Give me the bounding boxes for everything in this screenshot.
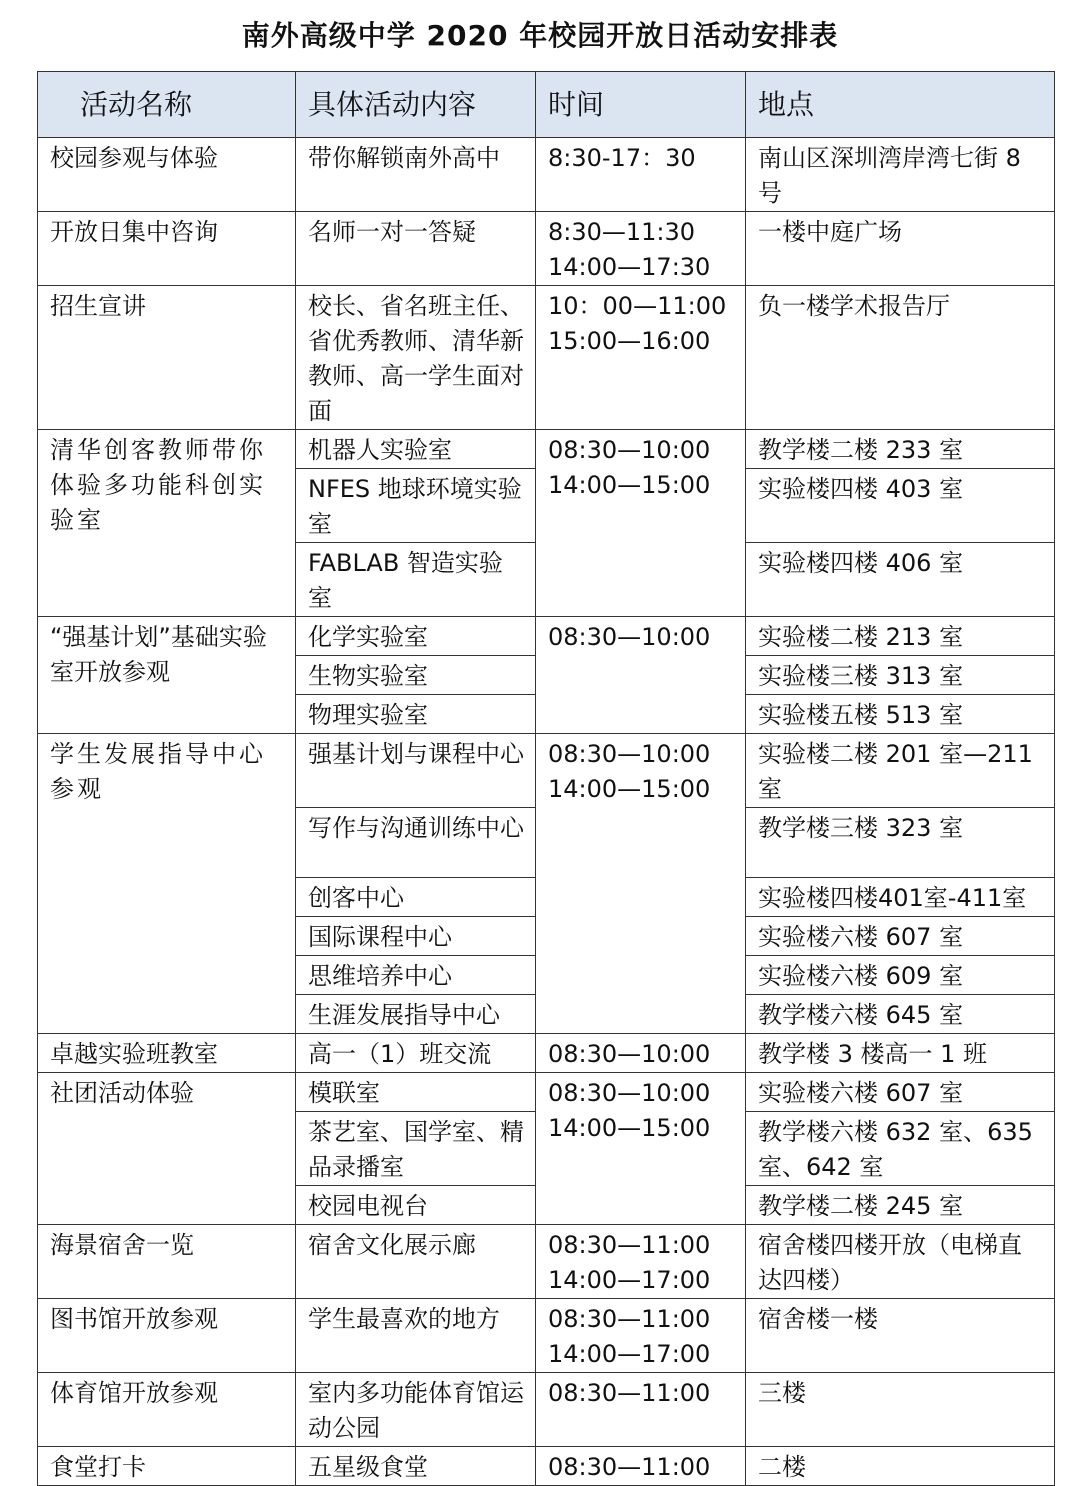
activity-location: 三楼	[746, 1373, 1055, 1447]
activity-name: 图书馆开放参观	[38, 1299, 296, 1373]
activity-content: 校长、省名班主任、省优秀教师、清华新教师、高一学生面对面	[296, 286, 536, 430]
activity-name: 海景宿舍一览	[38, 1225, 296, 1299]
activity-content: 茶艺室、国学室、精品录播室	[296, 1112, 536, 1186]
activity-content: 带你解锁南外高中	[296, 138, 536, 212]
activity-content: 机器人实验室	[296, 430, 536, 469]
table-row	[38, 1299, 1055, 1373]
activity-time	[536, 1034, 746, 1073]
time-line: 10：00—11:00	[548, 292, 727, 320]
activity-content: 创客中心	[296, 878, 536, 917]
activity-content: 高一（1）班交流	[296, 1034, 536, 1073]
activity-time	[536, 1073, 746, 1225]
activity-time	[536, 286, 746, 430]
activity-location: 实验楼六楼 609 室	[746, 956, 1055, 995]
activity-content: 生涯发展指导中心	[296, 995, 536, 1034]
time-line: 8:30-17：30	[548, 144, 696, 172]
activity-name: 食堂打卡	[38, 1447, 296, 1486]
time-line: 14:00—15:00	[548, 1114, 711, 1142]
activity-time	[536, 1225, 746, 1299]
activity-time	[536, 617, 746, 734]
table-row	[38, 212, 1055, 286]
activity-location: 实验楼六楼 607 室	[746, 1073, 1055, 1112]
table-row	[38, 1073, 1055, 1112]
header-activity-content: 具体活动内容	[296, 72, 536, 138]
table-row	[38, 1447, 1055, 1486]
time-line: 15:00—16:00	[548, 327, 711, 355]
time-line: 14:00—17:00	[548, 1340, 711, 1368]
time-line: 14:00—15:00	[548, 471, 711, 499]
activity-time	[536, 734, 746, 1034]
time-line: 08:30—10:00	[548, 740, 711, 768]
activity-content: 名师一对一答疑	[296, 212, 536, 286]
activity-name: 清华创客教师带你体验多功能科创实验室	[38, 430, 296, 617]
header-time: 时间	[536, 72, 746, 138]
table-row	[38, 138, 1055, 212]
table-row	[38, 1034, 1055, 1073]
activity-content: NFES 地球环境实验室	[296, 469, 536, 543]
activity-time	[536, 138, 746, 212]
table-header	[38, 72, 1055, 138]
activity-location: 一楼中庭广场	[746, 212, 1055, 286]
activity-time	[536, 212, 746, 286]
table-row	[38, 1225, 1055, 1299]
activity-location: 教学楼二楼 245 室	[746, 1186, 1055, 1225]
activity-location: 负一楼学术报告厅	[746, 286, 1055, 430]
activity-name: 卓越实验班教室	[38, 1034, 296, 1073]
activity-content: 五星级食堂	[296, 1447, 536, 1486]
time-line: 08:30—11:00	[548, 1453, 711, 1481]
activity-name: 社团活动体验	[38, 1073, 296, 1225]
time-line: 08:30—11:00	[548, 1231, 711, 1259]
time-line: 08:30—10:00	[548, 1079, 711, 1107]
table-row	[38, 617, 1055, 656]
page-title: 南外高级中学 2020 年校园开放日活动安排表	[241, 19, 839, 52]
activity-name: “强基计划”基础实验室开放参观	[38, 617, 296, 734]
time-line: 14:00—15:00	[548, 775, 711, 803]
time-line: 08:30—11:00	[548, 1305, 711, 1333]
activity-content: 模联室	[296, 1073, 536, 1112]
activity-content: 国际课程中心	[296, 917, 536, 956]
activity-location: 宿舍楼四楼开放（电梯直达四楼）	[746, 1225, 1055, 1299]
activity-time	[536, 430, 746, 617]
activity-location: 实验楼二楼 213 室	[746, 617, 1055, 656]
table-row	[38, 286, 1055, 430]
activity-location: 教学楼 3 楼高一 1 班	[746, 1034, 1055, 1073]
activity-name: 校园参观与体验	[38, 138, 296, 212]
activity-location: 教学楼二楼 233 室	[746, 430, 1055, 469]
activity-content: 生物实验室	[296, 656, 536, 695]
activity-time	[536, 1447, 746, 1486]
activity-content: 宿舍文化展示廊	[296, 1225, 536, 1299]
activity-name: 体育馆开放参观	[38, 1373, 296, 1447]
activity-content: FABLAB 智造实验室	[296, 543, 536, 617]
activity-location: 实验楼四楼 406 室	[746, 543, 1055, 617]
activity-name: 学生发展指导中心参观	[38, 734, 296, 1034]
activity-content: 学生最喜欢的地方	[296, 1299, 536, 1373]
time-line: 08:30—10:00	[548, 1040, 711, 1068]
time-line: 14:00—17:30	[548, 253, 711, 281]
activity-location: 宿舍楼一楼	[746, 1299, 1055, 1373]
activity-content: 写作与沟通训练中心	[296, 808, 536, 878]
time-line: 08:30—10:00	[548, 436, 711, 464]
activity-content: 室内多功能体育馆运动公园	[296, 1373, 536, 1447]
time-line: 08:30—10:00	[548, 623, 711, 651]
activity-name: 招生宣讲	[38, 286, 296, 430]
activity-content: 强基计划与课程中心	[296, 734, 536, 808]
activity-location: 实验楼五楼 513 室	[746, 695, 1055, 734]
time-line: 14:00—17:00	[548, 1266, 711, 1294]
activity-location: 南山区深圳湾岸湾七街 8 号	[746, 138, 1055, 212]
activity-location: 实验楼四楼401室-411室	[746, 878, 1055, 917]
time-line: 08:30—11:00	[548, 1379, 711, 1407]
activity-content: 化学实验室	[296, 617, 536, 656]
activity-name: 开放日集中咨询	[38, 212, 296, 286]
time-line: 8:30—11:30	[548, 218, 696, 246]
table-row	[38, 1373, 1055, 1447]
header-location: 地点	[746, 72, 1055, 138]
table-row	[38, 734, 1055, 808]
activity-location: 实验楼四楼 403 室	[746, 469, 1055, 543]
activity-content: 校园电视台	[296, 1186, 536, 1225]
header-activity-name: 活动名称	[38, 72, 296, 138]
table-row	[38, 430, 1055, 469]
activity-location: 实验楼二楼 201 室—211 室	[746, 734, 1055, 808]
activity-location: 二楼	[746, 1447, 1055, 1486]
activity-location: 教学楼三楼 323 室	[746, 808, 1055, 878]
activity-content: 物理实验室	[296, 695, 536, 734]
schedule-table	[37, 71, 1055, 1486]
activity-content: 思维培养中心	[296, 956, 536, 995]
activity-location: 教学楼六楼 645 室	[746, 995, 1055, 1034]
activity-time	[536, 1299, 746, 1373]
activity-location: 教学楼六楼 632 室、635 室、642 室	[746, 1112, 1055, 1186]
activity-time	[536, 1373, 746, 1447]
activity-location: 实验楼三楼 313 室	[746, 656, 1055, 695]
activity-location: 实验楼六楼 607 室	[746, 917, 1055, 956]
